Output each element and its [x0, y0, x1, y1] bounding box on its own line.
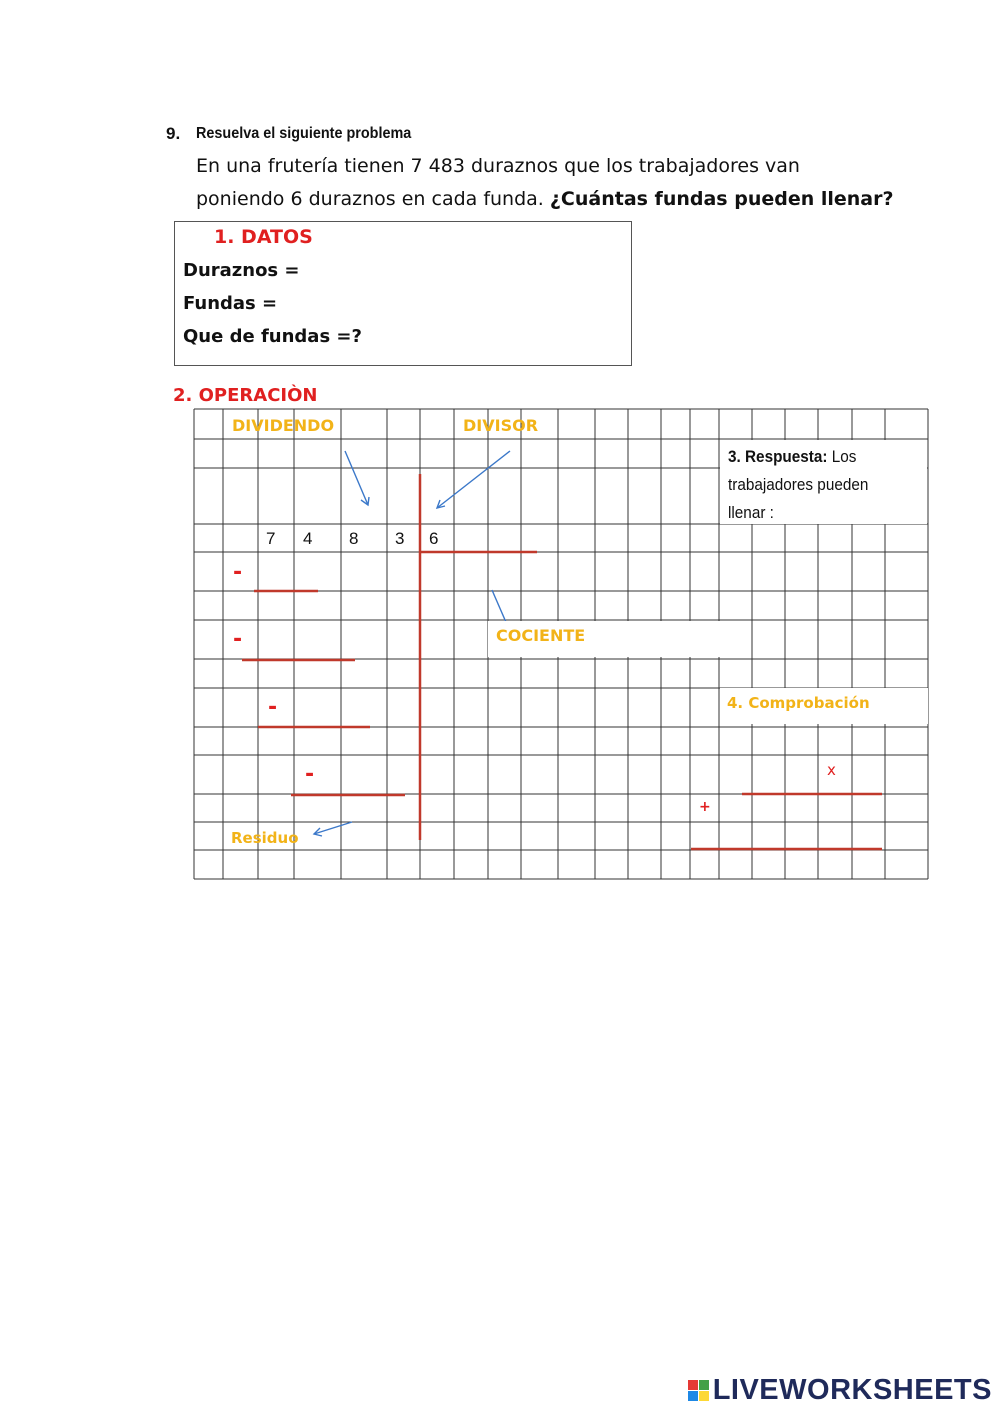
dividend-digit-1: 7	[266, 529, 276, 548]
arrow-divisor	[437, 451, 510, 508]
liveworksheets-logo-icon	[688, 1380, 709, 1401]
operacion-title: 2. OPERACIÒN	[173, 385, 318, 406]
datos-row-fundas: Fundas =	[183, 293, 278, 314]
comprobacion-label: 4. Comprobación	[727, 694, 870, 712]
divisor-label: DIVISOR	[463, 416, 539, 435]
question-title: Resuelva el siguiente problema	[196, 125, 412, 142]
minus-sign-2: -	[233, 627, 243, 652]
arrow-dividendo	[345, 451, 368, 505]
logo-square-2	[699, 1380, 709, 1390]
respuesta-text	[728, 443, 904, 527]
brand-name: LIVEWORKSHEETS	[712, 1374, 992, 1406]
dividend-digit-2: 4	[303, 529, 313, 548]
dividend-digit-4: 3	[395, 529, 405, 548]
question-text-bold: ¿Cuántas fundas pueden llenar?	[549, 188, 894, 210]
datos-row-duraznos: Duraznos =	[183, 260, 300, 281]
dividend-digit-3: 8	[349, 529, 359, 548]
dividendo-label: DIVIDENDO	[232, 416, 335, 435]
respuesta-label: 3. Respuesta:	[728, 447, 828, 466]
residuo-label: Residuo	[231, 829, 299, 847]
divisor-digit: 6	[429, 529, 439, 548]
question-number: 9.	[166, 124, 181, 143]
question-text-line1: En una frutería tienen 7 483 duraznos que los trabajadores van	[196, 155, 800, 177]
logo-square-4	[699, 1391, 709, 1401]
minus-sign-3: -	[268, 695, 278, 720]
logo-square-1	[688, 1380, 698, 1390]
datos-title: 1. DATOS	[214, 226, 313, 248]
minus-sign-4: -	[305, 762, 315, 787]
plus-sign: +	[699, 799, 711, 815]
minus-sign-1: -	[233, 560, 243, 585]
respuesta-body: Los trabajadores pueden llenar :	[728, 447, 869, 522]
liveworksheets-brand	[688, 1374, 992, 1407]
times-sign: x	[827, 761, 836, 779]
datos-row-que-de-fundas: Que de fundas =?	[183, 326, 362, 347]
cociente-label: COCIENTE	[496, 626, 586, 645]
question-text-plain: poniendo 6 duraznos en cada funda.	[196, 188, 550, 210]
logo-square-3	[688, 1391, 698, 1401]
